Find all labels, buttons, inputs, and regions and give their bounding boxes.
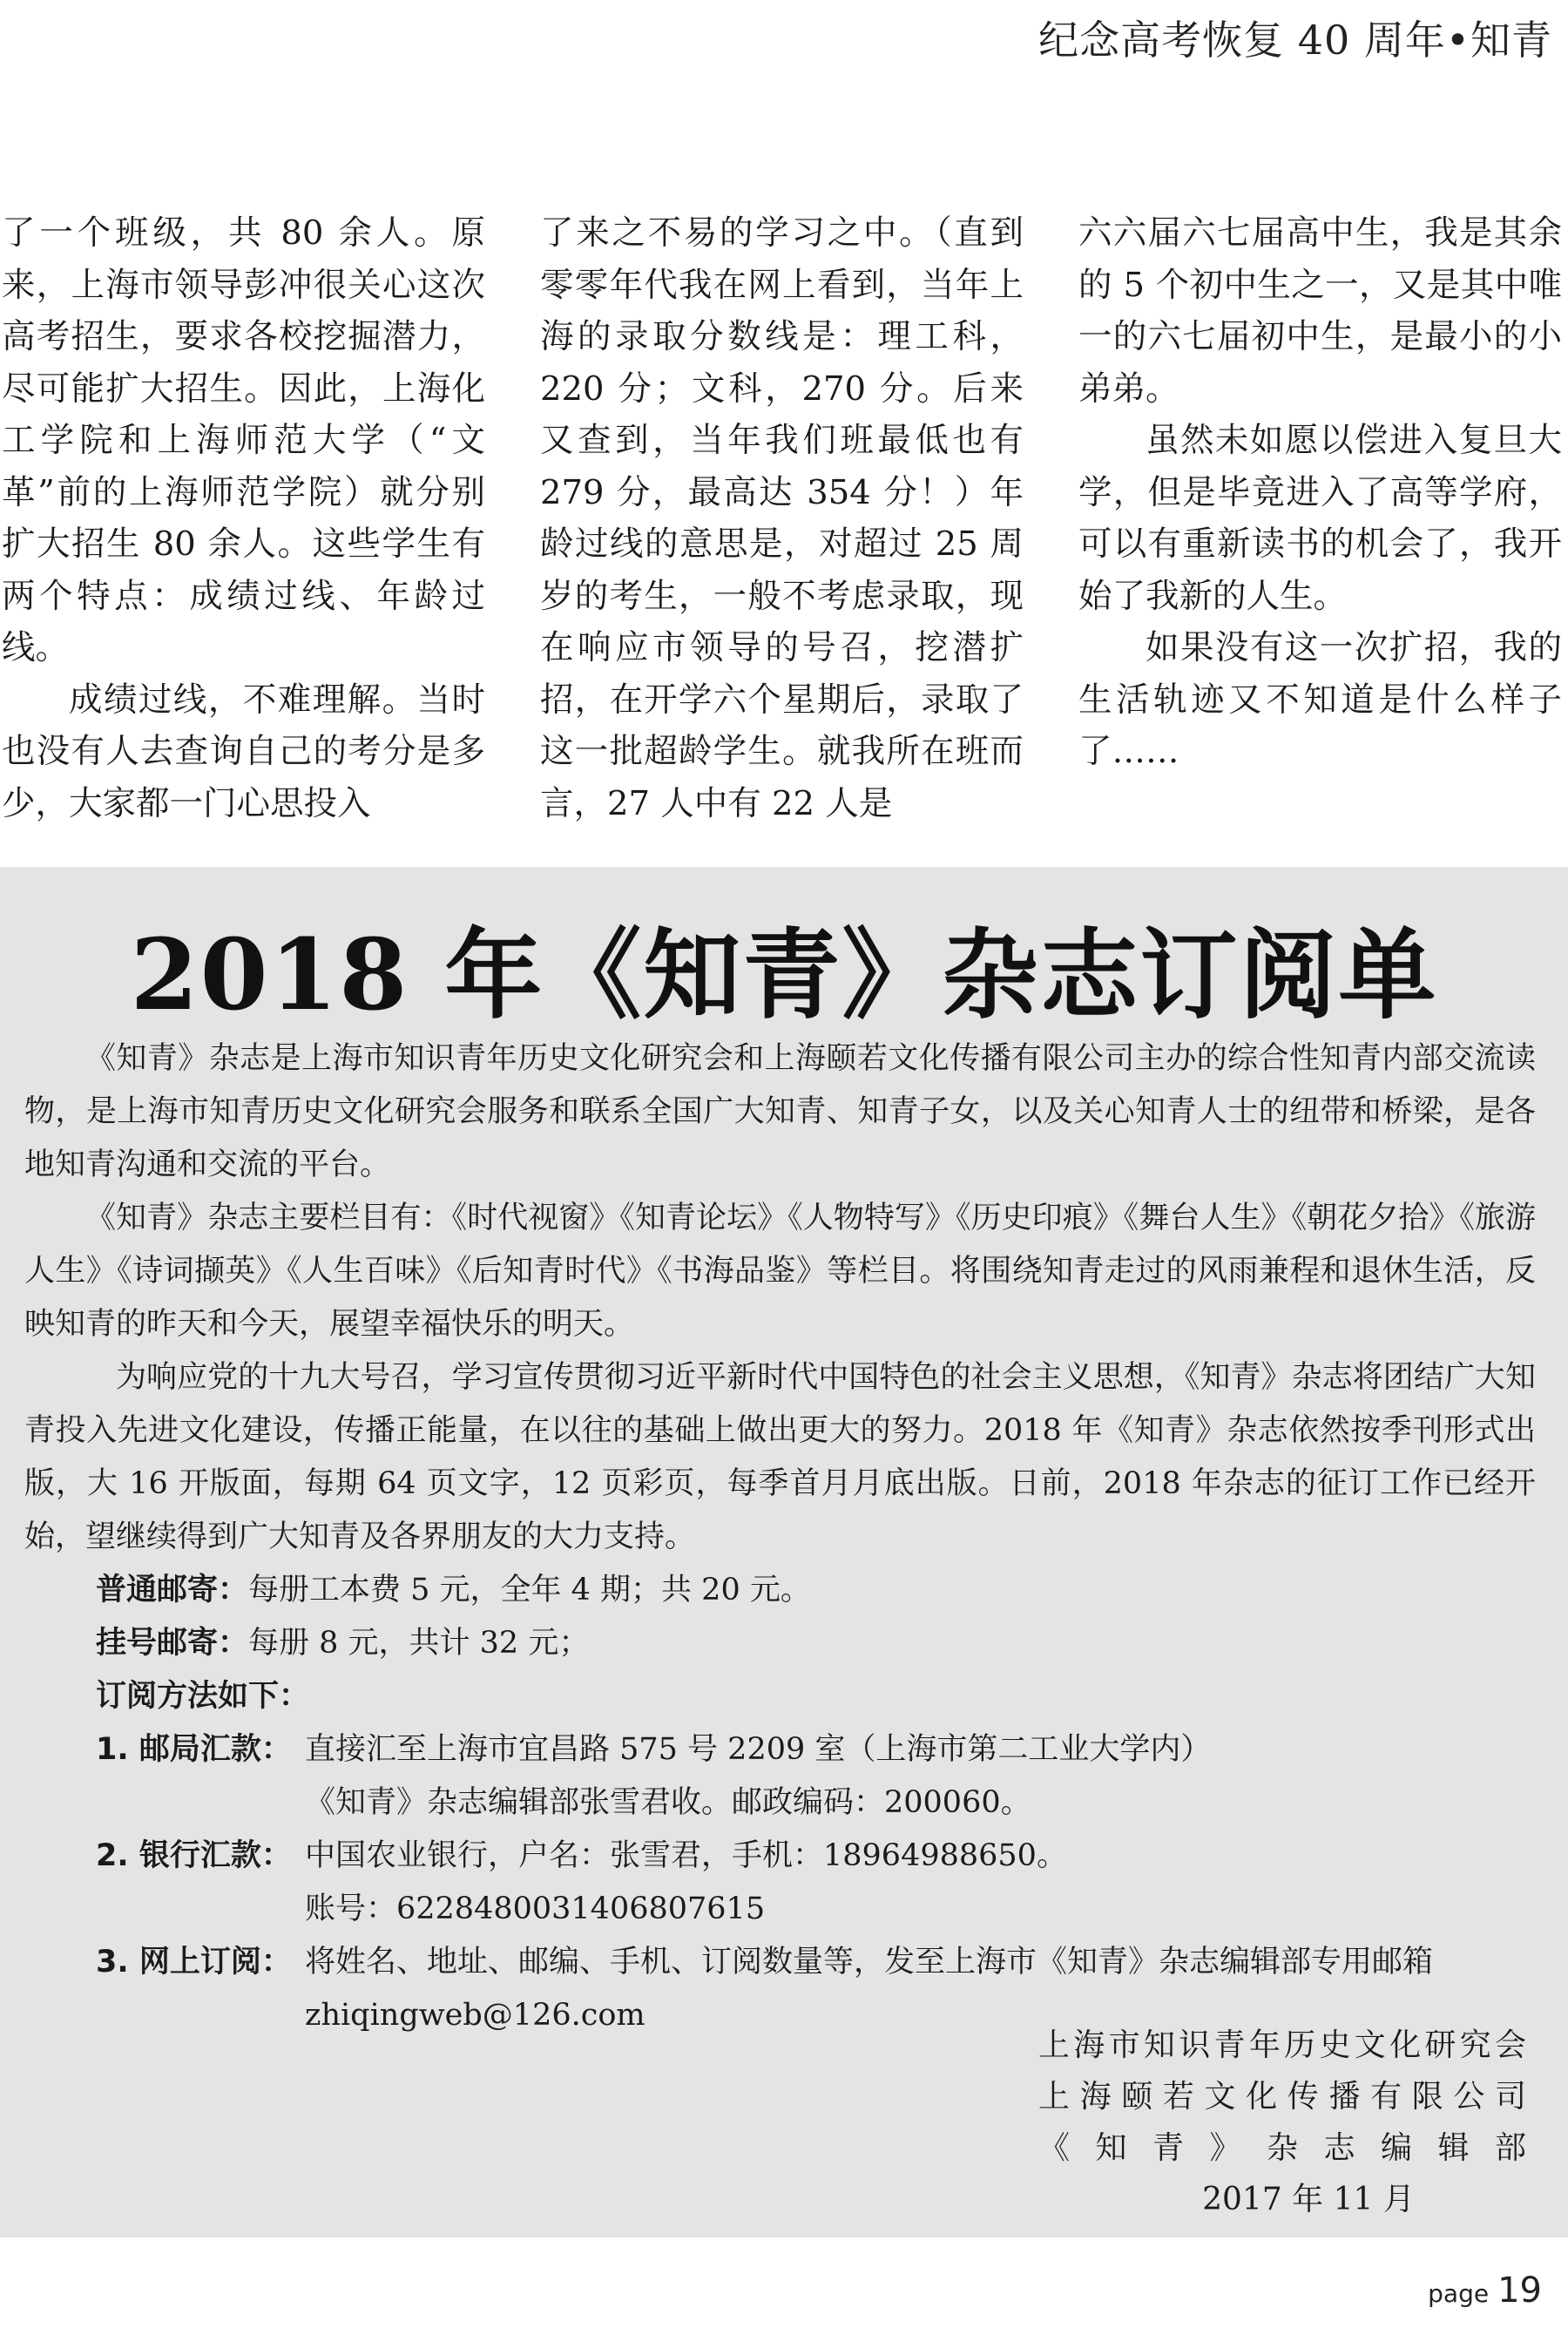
signoff-org: 上海颐若文化传播有限公司	[1038, 2079, 1526, 2115]
method-bank	[96, 1830, 1536, 1936]
method-line: 中国农业银行，户名：张雪君，手机：18964988650。	[305, 1838, 1067, 1873]
methods-heading: 订阅方法如下：	[96, 1679, 310, 1714]
signoff	[1038, 2020, 1526, 2225]
article-columns	[0, 207, 1568, 852]
article-column-3	[1078, 207, 1562, 778]
ordinary-mail-label: 普通邮寄：	[96, 1573, 249, 1607]
signoff-org: 上海市知识青年历史文化研究会	[1038, 2027, 1526, 2063]
ordinary-mail-text: 每册工本费 5 元，全年 4 期；共 20 元。	[248, 1573, 811, 1607]
article-paragraph: 如果没有这一次扩招，我的生活轨迹又不知道是什么样子了……	[1078, 628, 1562, 771]
article-column-1	[2, 207, 485, 829]
article-column-2	[540, 207, 1024, 829]
registered-mail-label: 挂号邮寄：	[96, 1626, 249, 1661]
registered-mail-text: 每册 8 元，共计 32 元；	[248, 1626, 590, 1661]
subscription-title: 2018 年《知青》杂志订阅单	[130, 918, 1438, 1032]
method-line: 直接汇至上海市宜昌路 575 号 2209 室（上海市第二工业大学内）	[305, 1732, 1212, 1767]
method-label: 1. 邮局汇款：	[96, 1732, 292, 1767]
subscription-paragraph: 《知青》杂志是上海市知识青年历史文化研究会和上海颐若文化传播有限公司主办的综合性知青内部交流读物，是上海市知青历史文化研究会服务和联系全国广大知青、知青子女，以及关心知青人士的纽带和桥梁，是各地知青沟通和交流的平台。	[24, 1041, 1536, 1182]
subscription-body	[24, 1032, 1536, 2042]
method-line: 将姓名、地址、邮编、手机、订阅数量等，发至上海市《知青》杂志编辑部专用邮箱 zhiqingweb@126.com	[305, 1945, 1434, 2033]
ordinary-mail-row	[96, 1564, 1536, 1617]
article-paragraph: 虽然未如愿以偿进入复旦大学，但是毕竟进入了高等学府，可以有重新读书的机会了，我开始了我新的人生。	[1078, 421, 1562, 616]
article-paragraph: 六六届六七届高中生，我是其余的 5 个初中生之一，又是其中唯一的六七届初中生，是最小的小弟弟。	[1078, 213, 1562, 409]
article-paragraph: 了一个班级，共 80 余人。原来，上海市领导彭冲很关心这次高考招生，要求各校挖掘潜力，尽可能扩大招生。因此，上海化工学院和上海师范大学（“文革”前的上海师范学院）就分别扩大招生 80 余人。这些学生有两个特点：成绩过线、年龄过线。	[2, 213, 485, 667]
running-head: 纪念高考恢复 40 周年•知青	[1038, 17, 1552, 64]
article-paragraph: 了来之不易的学习之中。（直到零零年代我在网上看到，当年上海的录取分数线是：理工科，220 分；文科，270 分。后来又查到，当年我们班最低也有 279 分，最高达 354 分！）年龄过线的意思是，对超过 25 周岁的考生，一般不考虑录取，现在响应市领导的号召，挖潜扩招，在开学六个星期后，录取了这一批超龄学生。就我所在班而言，27 人中有 22 人是	[540, 213, 1024, 823]
subscription-paragraph: 为响应党的十九大号召，学习宣传贯彻习近平新时代中国特色的社会主义思想，《知青》杂志将团结广大知青投入先进文化建设，传播正能量，在以往的基础上做出更大的努力。2018 年《知青》杂志依然按季刊形式出版，大 16 开版面，每期 64 页文字，12 页彩页，每季首月月底出版。日前，2018 年杂志的征订工作已经开始，望继续得到广大知青及各界朋友的大力支持。	[24, 1360, 1536, 1554]
page-word: page	[1428, 2279, 1490, 2308]
registered-mail-row	[96, 1617, 1536, 1670]
subscription-paragraph: 《知青》杂志主要栏目有：《时代视窗》《知青论坛》《人物特写》《历史印痕》《舞台人生》《朝花夕拾》《旅游人生》《诗词撷英》《人生百味》《后知青时代》《书海品鉴》等栏目。将围绕知青走过的风雨兼程和退休生活，反映知青的昨天和今天，展望幸福快乐的明天。	[24, 1201, 1536, 1342]
method-post-office	[96, 1723, 1536, 1830]
method-line: 账号：6228480031406807615	[305, 1892, 766, 1926]
method-label: 3. 网上订阅：	[96, 1945, 292, 1979]
signoff-date: 2017 年 11 月	[1202, 2182, 1415, 2217]
method-line: 《知青》杂志编辑部张雪君收。邮政编码：200060。	[305, 1785, 1031, 1820]
signoff-org: 《知青》杂志编辑部	[1038, 2130, 1526, 2166]
page-number	[1428, 2270, 1542, 2311]
page-number-value: 19	[1497, 2270, 1542, 2311]
method-label: 2. 银行汇款：	[96, 1838, 292, 1873]
article-paragraph: 成绩过线，不难理解。当时也没有人去查询自己的考分是多少，大家都一门心思投入	[2, 680, 485, 823]
